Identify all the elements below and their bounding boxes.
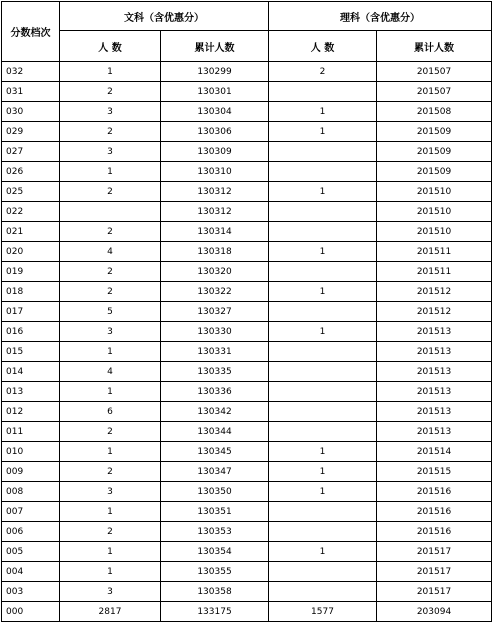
arts-cumulative-cell: 130354 [161,542,269,562]
arts-count-cell: 4 [60,242,161,262]
science-cumulative-cell: 201509 [377,142,492,162]
science-count-cell [269,262,377,282]
arts-cumulative-cell: 130299 [161,62,269,82]
science-count-cell [269,302,377,322]
arts-count-cell [60,202,161,222]
science-count-cell [269,202,377,222]
arts-count-cell: 2 [60,462,161,482]
score-cell: 000 [2,602,60,622]
table-row [2,162,492,182]
science-count-cell [269,522,377,542]
score-cell: 003 [2,582,60,602]
science-cumulative-cell: 201510 [377,202,492,222]
table-row [2,502,492,522]
science-count-cell [269,82,377,102]
science-cumulative-cell: 201516 [377,482,492,502]
score-cell: 027 [2,142,60,162]
science-cumulative-cell: 201513 [377,362,492,382]
score-cell: 006 [2,522,60,542]
table-row [2,142,492,162]
score-cell: 029 [2,122,60,142]
science-cumulative-cell: 201512 [377,302,492,322]
score-cell: 014 [2,362,60,382]
arts-cumulative-cell: 130306 [161,122,269,142]
table-row [2,122,492,142]
science-count-cell: 1 [269,282,377,302]
arts-cumulative-header: 累计人数 [161,31,269,62]
table-row [2,282,492,302]
science-cumulative-cell: 201517 [377,542,492,562]
score-cell: 030 [2,102,60,122]
table-row [2,222,492,242]
science-count-cell [269,582,377,602]
arts-cumulative-cell: 130345 [161,442,269,462]
arts-count-cell: 3 [60,102,161,122]
table-row [2,82,492,102]
arts-count-cell: 4 [60,362,161,382]
score-cell: 016 [2,322,60,342]
table-row [2,342,492,362]
arts-group-header: 文科（含优惠分） [60,2,269,31]
arts-cumulative-cell: 130314 [161,222,269,242]
science-count-cell [269,422,377,442]
arts-cumulative-cell: 133175 [161,602,269,622]
science-count-cell: 1 [269,482,377,502]
table-row [2,462,492,482]
score-cell: 019 [2,262,60,282]
arts-cumulative-cell: 130318 [161,242,269,262]
science-count-cell: 1 [269,102,377,122]
science-cumulative-header: 累计人数 [377,31,492,62]
table-row [2,582,492,602]
table-row [2,362,492,382]
science-count-cell [269,382,377,402]
table-row [2,482,492,502]
table-row [2,262,492,282]
arts-cumulative-cell: 130344 [161,422,269,442]
table-row [2,202,492,222]
score-cell: 031 [2,82,60,102]
science-cumulative-cell: 201513 [377,322,492,342]
arts-count-cell: 2817 [60,602,161,622]
arts-count-cell: 2 [60,222,161,242]
score-distribution-table [1,1,492,622]
arts-cumulative-cell: 130351 [161,502,269,522]
arts-cumulative-cell: 130312 [161,202,269,222]
arts-cumulative-cell: 130335 [161,362,269,382]
science-cumulative-cell: 201507 [377,82,492,102]
science-cumulative-cell: 201513 [377,382,492,402]
arts-cumulative-cell: 130304 [161,102,269,122]
arts-count-cell: 2 [60,82,161,102]
science-cumulative-cell: 201507 [377,62,492,82]
science-count-cell [269,222,377,242]
science-count-header: 人 数 [269,31,377,62]
science-cumulative-cell: 201517 [377,562,492,582]
science-cumulative-cell: 201516 [377,502,492,522]
arts-count-cell: 1 [60,542,161,562]
science-count-cell [269,562,377,582]
table-row [2,442,492,462]
arts-count-cell: 2 [60,262,161,282]
arts-count-cell: 2 [60,522,161,542]
science-cumulative-cell: 201509 [377,162,492,182]
science-cumulative-cell: 201510 [377,182,492,202]
arts-cumulative-cell: 130336 [161,382,269,402]
arts-count-cell: 3 [60,142,161,162]
arts-cumulative-cell: 130350 [161,482,269,502]
arts-cumulative-cell: 130301 [161,82,269,102]
arts-cumulative-cell: 130312 [161,182,269,202]
arts-count-cell: 2 [60,182,161,202]
score-cell: 004 [2,562,60,582]
science-count-cell: 1 [269,322,377,342]
score-cell: 011 [2,422,60,442]
table-row [2,62,492,82]
science-cumulative-cell: 201517 [377,582,492,602]
score-cell: 010 [2,442,60,462]
score-cell: 012 [2,402,60,422]
arts-count-cell: 1 [60,162,161,182]
arts-cumulative-cell: 130322 [161,282,269,302]
table-row [2,182,492,202]
arts-count-cell: 3 [60,582,161,602]
arts-count-cell: 1 [60,342,161,362]
score-cell: 009 [2,462,60,482]
arts-count-cell: 5 [60,302,161,322]
arts-cumulative-cell: 130342 [161,402,269,422]
arts-count-cell: 6 [60,402,161,422]
arts-cumulative-cell: 130358 [161,582,269,602]
table-row [2,562,492,582]
science-cumulative-cell: 201513 [377,422,492,442]
science-cumulative-cell: 201508 [377,102,492,122]
science-cumulative-cell: 201511 [377,242,492,262]
science-count-cell: 2 [269,62,377,82]
science-count-cell: 1 [269,462,377,482]
science-cumulative-cell: 201515 [377,462,492,482]
score-cell: 025 [2,182,60,202]
arts-cumulative-cell: 130347 [161,462,269,482]
arts-count-cell: 1 [60,382,161,402]
science-cumulative-cell: 201514 [377,442,492,462]
arts-count-cell: 1 [60,502,161,522]
score-column-header: 分数档次 [2,2,60,62]
science-cumulative-cell: 201513 [377,342,492,362]
science-cumulative-cell: 201511 [377,262,492,282]
score-cell: 015 [2,342,60,362]
arts-count-cell: 1 [60,562,161,582]
science-count-cell [269,162,377,182]
table-row [2,382,492,402]
science-count-cell [269,142,377,162]
table-row [2,302,492,322]
table-row [2,402,492,422]
arts-count-cell: 3 [60,482,161,502]
arts-cumulative-cell: 130331 [161,342,269,362]
science-cumulative-cell: 203094 [377,602,492,622]
science-group-header: 理科（含优惠分） [269,2,492,31]
science-cumulative-cell: 201513 [377,402,492,422]
science-count-cell [269,402,377,422]
science-count-cell: 1 [269,442,377,462]
table-row [2,422,492,442]
arts-count-cell: 2 [60,122,161,142]
arts-count-cell: 2 [60,282,161,302]
science-count-cell [269,362,377,382]
science-count-cell: 1 [269,542,377,562]
science-count-cell [269,502,377,522]
science-count-cell: 1 [269,182,377,202]
score-cell: 021 [2,222,60,242]
science-cumulative-cell: 201509 [377,122,492,142]
arts-cumulative-cell: 130309 [161,142,269,162]
table-row [2,522,492,542]
science-count-cell: 1577 [269,602,377,622]
score-cell: 005 [2,542,60,562]
arts-cumulative-cell: 130355 [161,562,269,582]
arts-count-header: 人 数 [60,31,161,62]
science-cumulative-cell: 201516 [377,522,492,542]
score-cell: 032 [2,62,60,82]
score-cell: 007 [2,502,60,522]
arts-cumulative-cell: 130330 [161,322,269,342]
science-cumulative-cell: 201512 [377,282,492,302]
score-cell: 026 [2,162,60,182]
science-count-cell [269,342,377,362]
science-count-cell: 1 [269,122,377,142]
arts-count-cell: 1 [60,62,161,82]
arts-count-cell: 1 [60,442,161,462]
science-cumulative-cell: 201510 [377,222,492,242]
score-cell: 013 [2,382,60,402]
score-cell: 008 [2,482,60,502]
science-count-cell: 1 [269,242,377,262]
score-cell: 022 [2,202,60,222]
arts-cumulative-cell: 130353 [161,522,269,542]
score-cell: 020 [2,242,60,262]
arts-count-cell: 2 [60,422,161,442]
table-row [2,542,492,562]
table-row [2,322,492,342]
table-row [2,102,492,122]
table-row [2,242,492,262]
arts-count-cell: 3 [60,322,161,342]
score-cell: 018 [2,282,60,302]
arts-cumulative-cell: 130310 [161,162,269,182]
arts-cumulative-cell: 130327 [161,302,269,322]
arts-cumulative-cell: 130320 [161,262,269,282]
table-row [2,602,492,622]
score-cell: 017 [2,302,60,322]
